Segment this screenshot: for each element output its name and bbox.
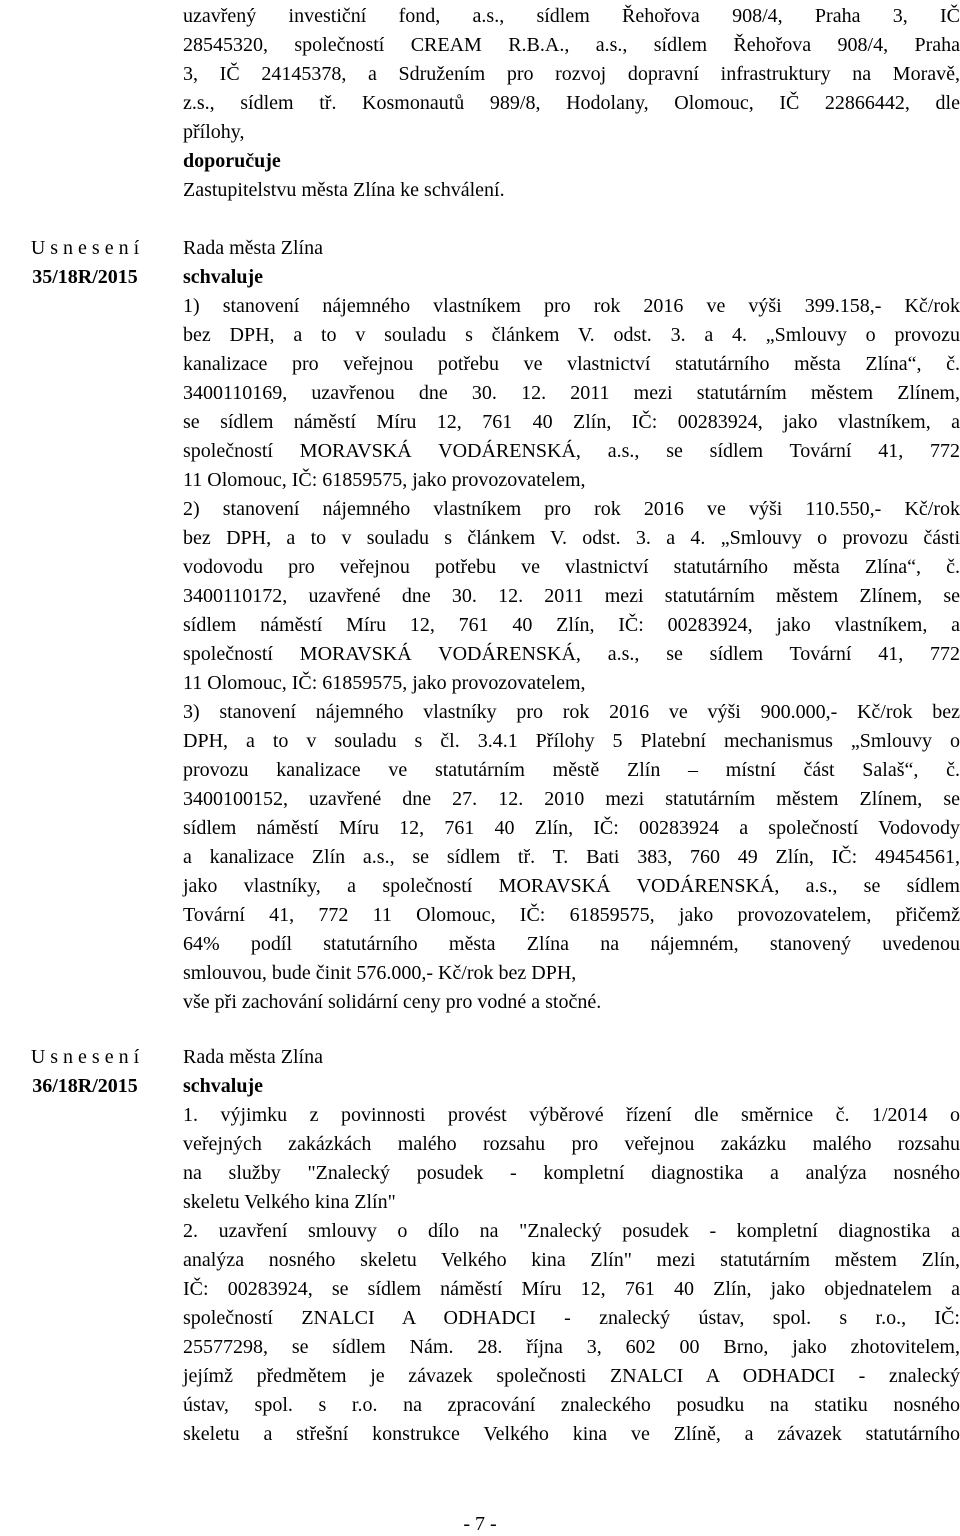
intro-line: 3, IČ 24145378, a Sdružením pro rozvoj dopravní infrastruktury na Moravě, [183,63,960,85]
resolution-line: smlouvou, bude činit 576.000,- Kč/rok bez DPH, [183,962,577,984]
resolution-line: provozu kanalizace ve statutárním městě Zlín – místní část Salaš“, č. [183,759,960,781]
intro-line: uzavřený investiční fond, a.s., sídlem Řehořova 908/4, Praha 3, IČ [183,5,960,27]
resolution-body-35 [183,234,960,1017]
resolution-line: se sídlem náměstí Míru 12, 761 40 Zlín, IČ: 00283924, jako vlastníkem, a [183,411,960,433]
resolution-line: 1) stanovení nájemného vlastníkem pro rok 2016 ve výši 399.158,- Kč/rok [183,295,960,317]
resolution-line: sídlem náměstí Míru 12, 761 40 Zlín, IČ: 00283924 a společností Vodovody [183,817,960,839]
resolution-line: a kanalizace Zlín a.s., se sídlem tř. T. Bati 383, 760 49 Zlín, IČ: 49454561, [183,846,960,868]
resolution-label: U s n e s e n í [30,1046,140,1068]
resolution-line: DPH, a to v souladu s čl. 3.4.1 Přílohy 5 Platební mechanismus „Smlouvy o [183,730,960,752]
intro-paragraph [183,2,960,205]
resolution-line: vše při zachování solidární ceny pro vodné a stočné. [183,991,602,1013]
resolution-line: 3400110172, uzavřené dne 30. 12. 2011 mezi statutárním městem Zlínem, se [183,585,960,607]
resolution-number: 35/18R/2015 [32,266,138,288]
resolution-line: vodovodu pro veřejnou potřebu ve vlastnictví statutárního města Zlína“, č. [183,556,960,578]
resolution-line: 3400100152, uzavřené dne 27. 12. 2010 mezi statutárním městem Zlínem, se [183,788,960,810]
resolution-heading-36 [0,1043,170,1101]
resolution-line: ústav, spol. s r.o. na zpracování znaleckého posudku na statiku nosného [183,1394,960,1416]
resolution-line: 64% podíl statutárního města Zlína na nájemném, stanovený uvedenou [183,933,960,955]
resolution-line: 25577298, se sídlem Nám. 28. října 3, 602 00 Brno, jako zhotovitelem, [183,1336,960,1358]
intro-line: z.s., sídlem tř. Kosmonautů 989/8, Hodolany, Olomouc, IČ 22866442, dle [183,92,960,114]
resolution-line: na služby "Znalecký posudek - kompletní diagnostika a analýza nosného [183,1162,960,1184]
resolution-line: skeletu a střešní konstrukce Velkého kina ve Zlíně, a závazek statutárního [183,1423,960,1445]
intro-closing: Zastupitelstvu města Zlína ke schválení. [183,179,505,201]
resolution-line: společností MORAVSKÁ VODÁRENSKÁ, a.s., se sídlem Tovární 41, 772 [183,440,960,462]
resolution-line: veřejných zakázkách malého rozsahu pro veřejnou zakázku malého rozsahu [183,1133,960,1155]
resolution-line: bez DPH, a to v souladu s článkem V. odst. 3. a 4. „Smlouvy o provozu [183,324,960,346]
intro-line: 28545320, společností CREAM R.B.A., a.s., sídlem Řehořova 908/4, Praha [183,34,960,56]
resolution-line: společností ZNALCI A ODHADCI - znalecký ústav, spol. s r.o., IČ: [183,1307,960,1329]
resolution-line: analýza nosného skeletu Velkého kina Zlín" mezi statutárním městem Zlín, [183,1249,960,1271]
resolution-line: jejímž předmětem je závazek společnosti ZNALCI A ODHADCI - znalecký [183,1365,960,1387]
resolution-verb: schvaluje [183,1075,263,1097]
resolution-line: 2. uzavření smlouvy o dílo na "Znalecký posudek - kompletní diagnostika a [183,1220,960,1242]
resolution-verb: schvaluje [183,266,263,288]
page-number: - 7 - [463,1513,497,1535]
intro-line: přílohy, [183,121,245,143]
resolution-text [183,292,960,1017]
resolution-line: 11 Olomouc, IČ: 61859575, jako provozovatelem, [183,672,586,694]
resolution-line: společností MORAVSKÁ VODÁRENSKÁ, a.s., se sídlem Tovární 41, 772 [183,643,960,665]
resolution-line: 3) stanovení nájemného vlastníky pro rok 2016 ve výši 900.000,- Kč/rok bez [183,701,960,723]
intro-verb: doporučuje [183,150,281,172]
resolution-heading-35 [0,234,170,292]
resolution-line: sídlem náměstí Míru 12, 761 40 Zlín, IČ: 00283924, jako vlastníkem, a [183,614,960,636]
council-name: Rada města Zlína [183,237,323,259]
resolution-line: IČ: 00283924, se sídlem náměstí Míru 12, 761 40 Zlín, jako objednatelem a [183,1278,960,1300]
resolution-line: 11 Olomouc, IČ: 61859575, jako provozovatelem, [183,469,586,491]
resolution-line: kanalizace pro veřejnou potřebu ve vlastnictví statutárního města Zlína“, č. [183,353,960,375]
resolution-line: bez DPH, a to v souladu s článkem V. odst. 3. a 4. „Smlouvy o provozu části [183,527,960,549]
resolution-line: skeletu Velkého kina Zlín" [183,1191,396,1213]
resolution-line: 3400110169, uzavřenou dne 30. 12. 2011 mezi statutárním městem Zlínem, [183,382,960,404]
resolution-text [183,1101,960,1449]
resolution-label: U s n e s e n í [30,237,140,259]
resolution-body-36 [183,1043,960,1449]
council-name: Rada města Zlína [183,1046,323,1068]
resolution-line: Tovární 41, 772 11 Olomouc, IČ: 61859575, jako provozovatelem, přičemž [183,904,960,926]
resolution-line: 1. výjimku z povinnosti provést výběrové řízení dle směrnice č. 1/2014 o [183,1104,960,1126]
resolution-line: jako vlastníky, a společností MORAVSKÁ VODÁRENSKÁ, a.s., se sídlem [183,875,960,897]
resolution-number: 36/18R/2015 [32,1075,138,1097]
resolution-line: 2) stanovení nájemného vlastníkem pro rok 2016 ve výši 110.550,- Kč/rok [183,498,960,520]
